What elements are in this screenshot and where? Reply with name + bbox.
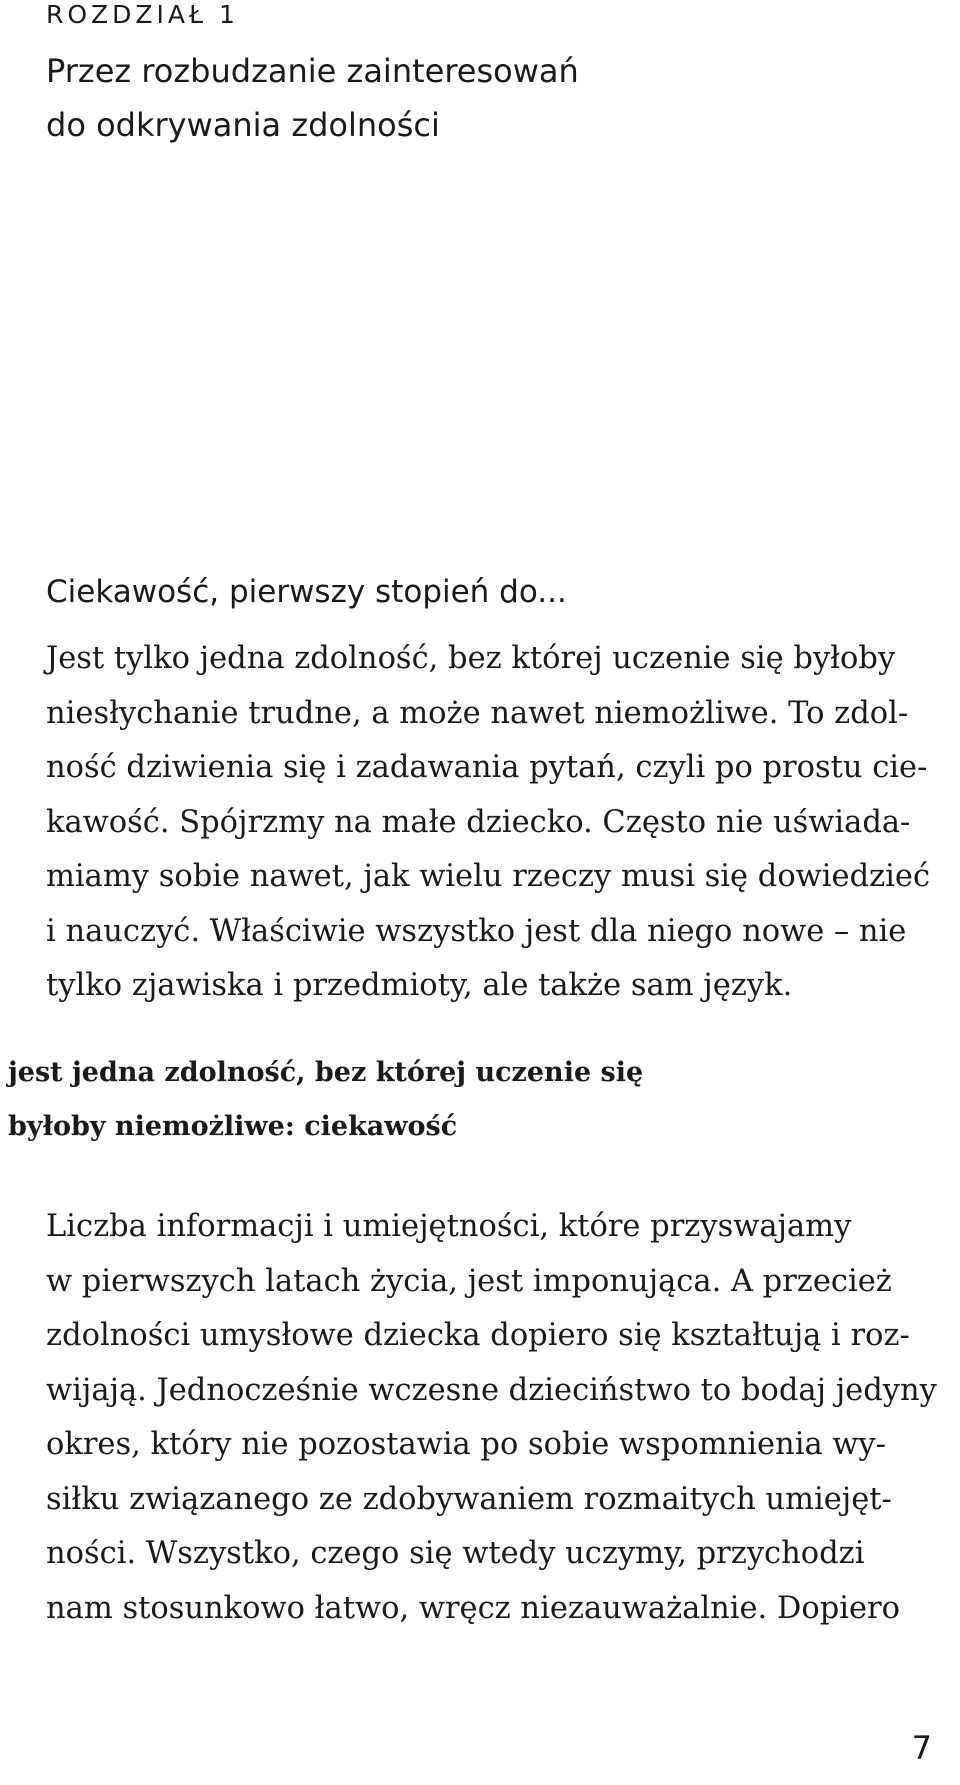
page-number: 7	[911, 1729, 932, 1767]
text-line: wijają. Jednocześnie wczesne dzieciństwo to bodaj jedyny	[46, 1372, 937, 1408]
paragraph-2	[46, 1200, 937, 1636]
section-heading: Ciekawość, pierwszy stopień do...	[46, 574, 567, 610]
text-line: zdolności umysłowe dziecka dopiero się kształtują i roz-	[46, 1318, 910, 1353]
text-line: w pierwszych latach życia, jest imponująca. A przecież	[46, 1263, 892, 1299]
chapter-title-line: Przez rozbudzanie zainteresowań	[46, 52, 579, 90]
chapter-title	[46, 44, 926, 152]
text-line: siłku związanego ze zdobywaniem rozmaitych umiejęt-	[46, 1481, 892, 1517]
text-line: ności. Wszystko, czego się wtedy uczymy, przychodzi	[46, 1536, 865, 1571]
chapter-title-line: do odkrywania zdolności	[46, 106, 440, 144]
pull-quote-line: byłoby niemożliwe: ciekawość	[8, 1111, 458, 1142]
text-line: ność dziwienia się i zadawania pytań, czyli po prostu cie-	[46, 750, 928, 785]
pull-quote-line: jest jedna zdolność, bez której uczenie się	[8, 1057, 644, 1088]
paragraph-1	[46, 632, 930, 1014]
text-line: kawość. Spójrzmy na małe dziecko. Często nie uświada-	[46, 804, 911, 840]
text-line: Liczba informacji i umiejętności, które przyswajamy	[46, 1209, 852, 1244]
text-line: niesłychanie trudne, a może nawet niemożliwe. To zdol-	[46, 695, 909, 731]
text-line: Jest tylko jedna zdolność, bez której uczenie się byłoby	[46, 641, 896, 676]
pull-quote	[8, 1046, 643, 1154]
text-line: tylko zjawiska i przedmioty, ale także sam język.	[46, 968, 793, 1003]
text-line: i nauczyć. Właściwie wszystko jest dla niego nowe – nie	[46, 913, 907, 949]
chapter-label: ROZDZIAŁ 1	[46, 0, 239, 29]
text-line: miamy sobie nawet, jak wielu rzeczy musi się dowiedzieć	[46, 859, 931, 894]
text-line: nam stosunkowo łatwo, wręcz niezauważalnie. Dopiero	[46, 1590, 900, 1626]
text-line: okres, który nie pozostawia po sobie wspomnienia wy-	[46, 1427, 886, 1462]
